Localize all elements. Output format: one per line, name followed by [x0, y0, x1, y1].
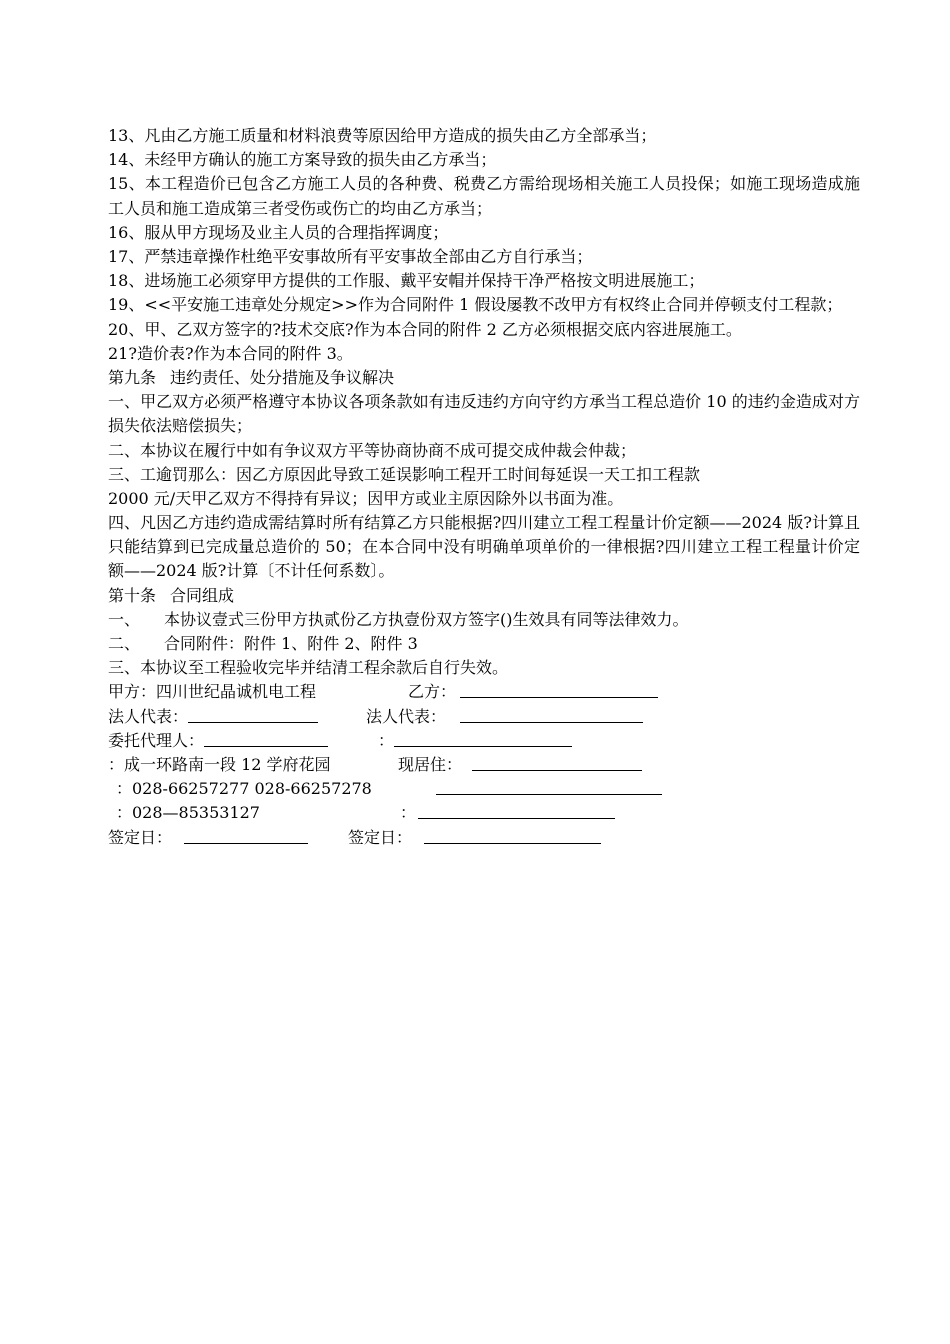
party-b-label: 乙方：: [408, 682, 457, 702]
contract-body: [108, 124, 860, 850]
article-10-para-3: 三、本协议至工程验收完毕并结清工程余款后自行失效。: [108, 658, 509, 678]
signature-row-address: [108, 753, 860, 777]
clause-13: 13、凡由乙方施工质量和材料浪费等原因给甲方造成的损失由乙方全部承当；: [108, 126, 657, 145]
article-10-para-1-text: 本协议壹式三份甲方执贰份乙方执壹份双方签字()生效具有同等法律效力。: [164, 609, 689, 629]
article-10-heading: [108, 584, 860, 608]
article-10-para-2: [108, 632, 860, 656]
signature-row-representatives: [108, 705, 860, 729]
clause-19: 19、<<平安施工违章处分规定>>作为合同附件 1 假设屡教不改甲方有权终止合同并停顿支付工程款；: [108, 295, 843, 315]
party-a-address: ：成一环路南一段 12 学府花园: [108, 755, 331, 774]
rep-b-label: 法人代表：: [366, 706, 447, 726]
clause-15: 15、本工程造价已包含乙方施工人员的各种费、税费乙方需给现场相关施工人员投保；如施工现场造成施工人员和施工造成第三者受伤或伤亡的均由乙方承当；: [108, 174, 860, 218]
party-a-label: 甲方：四川世纪晶诚机电工程: [108, 682, 317, 702]
date-b-label: 签定日：: [348, 827, 413, 847]
signature-row-agent: [108, 729, 860, 753]
signature-row-dates: [108, 826, 860, 850]
agent-label: 委托代理人：: [108, 730, 205, 750]
article-9-para-2: 二、本协议在履行中如有争议双方平等协商协商不成可提交成仲裁会仲裁；: [108, 440, 637, 460]
article-10-para-1: [108, 608, 860, 632]
article-10-para-1-number: 一、: [108, 609, 141, 629]
signature-row-parties: [108, 680, 860, 704]
article-9-para-3a: 三、工逾罚那么：因乙方原因此导致工延误影响工程开工时间每延误一天工扣工程款: [108, 464, 701, 484]
article-9-number: 第九条: [108, 367, 157, 387]
article-9-para-4: 四、凡因乙方违约造成需结算时所有结算乙方只能根据?四川建立工程工程量计价定额——2024 版?计算且只能结算到已完成量总造价的 50；在本合同中没有明确单项单价的一律根据?四川建立工程工程量计价定额——2024 版?计算〔不计任何系数〕。: [108, 513, 860, 581]
party-a-phone: ：028-66257277 028-66257278: [116, 779, 372, 799]
article-10-number: 第十条: [108, 585, 157, 605]
clause-16: 16、服从甲方现场及业主人员的合理指挥调度；: [108, 222, 449, 242]
party-b-field-1-colon: ：: [378, 730, 395, 750]
article-10-para-2-number: 二、: [108, 634, 141, 654]
signature-row-fax: [108, 801, 860, 825]
clause-18: 18、进场施工必须穿甲方提供的工作服、戴平安帽并保持干净严格按文明进展施工；: [108, 271, 705, 291]
clause-14: 14、未经甲方确认的施工方案导致的损失由乙方承当；: [108, 150, 497, 170]
rep-a-label: 法人代表：: [108, 706, 189, 726]
article-9-para-3b: 2000 元/天甲乙双方不得持有异议；因甲方或业主原因除外以书面为准。: [108, 488, 624, 508]
article-9-title: 违约责任、处分措施及争议解决: [170, 367, 395, 387]
article-9-heading: [108, 366, 860, 390]
clause-17: 17、严禁违章操作杜绝平安事故所有平安事故全部由乙方自行承当；: [108, 246, 593, 266]
party-b-field-2-colon: ：: [400, 803, 417, 823]
date-a-label: 签定日：: [108, 827, 173, 847]
party-a-fax: ：028—85353127: [116, 803, 260, 823]
article-10-para-2-text: 合同附件：附件 1、附件 2、附件 3: [164, 634, 418, 654]
residence-label: 现居住：: [398, 755, 463, 774]
article-10-title: 合同组成: [170, 585, 235, 605]
clause-20: 20、甲、乙双方签字的?技术交底?作为本合同的附件 2 乙方必须根据交底内容进展施工。: [108, 319, 742, 339]
clause-21: 21?造价表?作为本合同的附件 3。: [108, 343, 353, 363]
article-9-para-1: 一、甲乙双方必须严格遵守本协议各项条款如有违反违约方向守约方承当工程总造价 10 的违约金造成对方损失依法赔偿损失；: [108, 392, 860, 436]
signature-row-phone: [108, 777, 860, 801]
